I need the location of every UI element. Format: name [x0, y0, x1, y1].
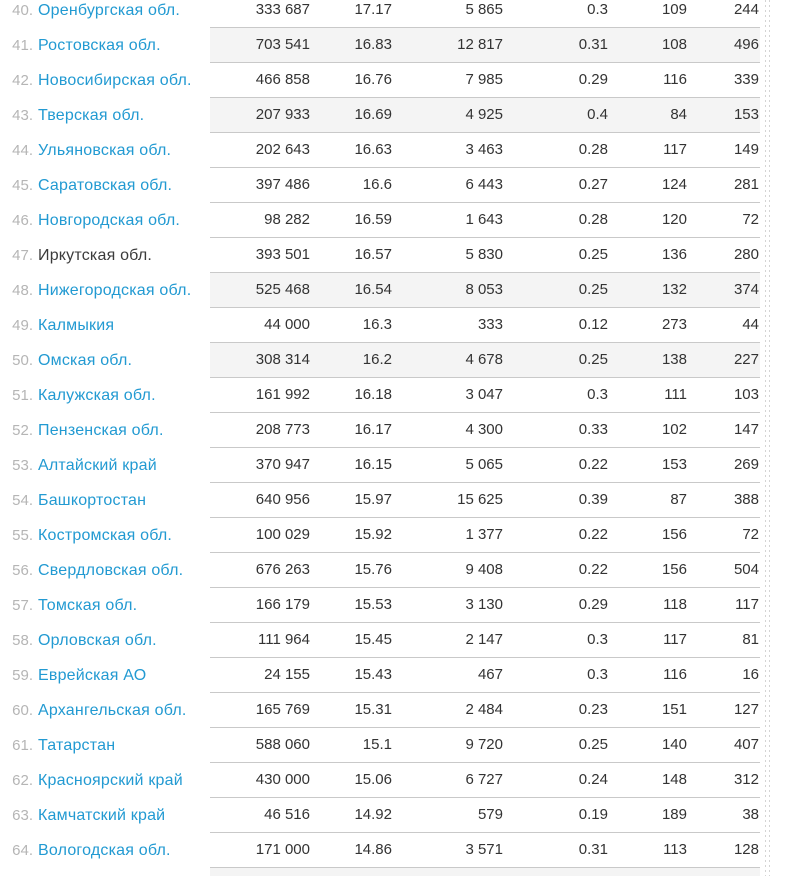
- cell-value: 496: [733, 36, 759, 53]
- cell-value: 0.4: [587, 106, 608, 123]
- cell-value: 0.22: [578, 561, 608, 578]
- table-row: [0, 658, 786, 693]
- cell-value: 120: [661, 211, 687, 228]
- region-link[interactable]: Калужская обл.: [38, 387, 156, 404]
- row-rank: 60.: [12, 702, 33, 719]
- region-link[interactable]: Татарстан: [38, 737, 116, 754]
- cell-value: 9 720: [465, 736, 503, 753]
- region-link[interactable]: Красноярский край: [38, 772, 183, 789]
- row-values: [210, 378, 760, 413]
- cell-value: 525 468: [255, 281, 310, 298]
- cell-value: 2 147: [465, 631, 503, 648]
- cell-value: 87: [670, 491, 687, 508]
- row-rank: 54.: [12, 492, 33, 509]
- cell-value: 374: [733, 281, 759, 298]
- cell-value: 132: [661, 281, 687, 298]
- cell-value: 3 571: [465, 841, 503, 858]
- table-row: [0, 168, 786, 203]
- cell-value: 116: [663, 666, 687, 683]
- table-row: [0, 518, 786, 553]
- cell-value: 208 773: [255, 421, 310, 438]
- cell-value: 117: [663, 631, 687, 648]
- row-values: [210, 343, 760, 378]
- cell-value: 3 130: [465, 596, 503, 613]
- cell-value: 333 687: [255, 1, 310, 18]
- cell-value: 388: [733, 491, 759, 508]
- cell-value: 140: [661, 736, 687, 753]
- row-values: [210, 273, 760, 308]
- cell-value: 16.54: [354, 281, 392, 298]
- cell-value: 113: [663, 841, 687, 858]
- cell-value: 151: [661, 701, 687, 718]
- cell-value: 15.53: [354, 596, 392, 613]
- cell-value: 189: [661, 806, 687, 823]
- cell-value: 3 463: [465, 141, 503, 158]
- row-rank: 64.: [12, 842, 33, 859]
- cell-value: 117: [735, 596, 759, 613]
- cell-value: 15 625: [457, 491, 503, 508]
- cell-value: 81: [742, 631, 759, 648]
- row-values: [210, 308, 760, 343]
- cell-value: 15.06: [354, 771, 392, 788]
- cell-value: 124: [661, 176, 687, 193]
- cell-value: 153: [661, 456, 687, 473]
- row-values: [210, 28, 760, 63]
- cell-value: 6 727: [465, 771, 503, 788]
- cell-value: 0.39: [578, 491, 608, 508]
- cell-value: 0.29: [578, 71, 608, 88]
- cell-value: 17.17: [354, 1, 392, 18]
- region-link[interactable]: Новосибирская обл.: [38, 72, 192, 89]
- cell-value: 165 769: [255, 701, 310, 718]
- cell-value: 72: [742, 211, 759, 228]
- cell-value: 7 985: [465, 71, 503, 88]
- cell-value: 16.83: [354, 36, 392, 53]
- cell-value: 100 029: [255, 526, 310, 543]
- cell-value: 102: [661, 421, 687, 438]
- cell-value: 0.29: [578, 596, 608, 613]
- row-rank: 40.: [12, 2, 33, 19]
- cell-value: 16: [742, 666, 759, 683]
- cell-value: 148: [661, 771, 687, 788]
- cell-value: 14.86: [354, 841, 392, 858]
- cell-value: 16.15: [354, 456, 392, 473]
- table-row: [0, 448, 786, 483]
- region-link[interactable]: Томская обл.: [38, 597, 138, 614]
- cell-value: 127: [733, 701, 759, 718]
- row-values: [210, 203, 760, 238]
- cell-value: 116: [663, 71, 687, 88]
- cell-value: 393 501: [255, 246, 310, 263]
- cell-value: 0.22: [578, 456, 608, 473]
- cell-value: 16.57: [354, 246, 392, 263]
- row-rank: 62.: [12, 772, 33, 789]
- cell-value: 156: [661, 526, 687, 543]
- region-link[interactable]: Алтайский край: [38, 457, 157, 474]
- row-rank: 61.: [12, 737, 33, 754]
- region-link[interactable]: Нижегородская обл.: [38, 282, 192, 299]
- cell-value: 0.25: [578, 281, 608, 298]
- region-link[interactable]: Тверская обл.: [38, 107, 145, 124]
- cell-value: 339: [733, 71, 759, 88]
- cell-value: 676 263: [255, 561, 310, 578]
- row-values: [210, 798, 760, 833]
- table-row: [0, 63, 786, 98]
- dotted-separator: [769, 0, 770, 876]
- table-row: [0, 203, 786, 238]
- cell-value: 16.17: [354, 421, 392, 438]
- row-rank: 47.: [12, 247, 33, 264]
- cell-value: 0.31: [578, 36, 608, 53]
- row-rank: 49.: [12, 317, 33, 334]
- cell-value: 136: [661, 246, 687, 263]
- cell-value: 281: [733, 176, 759, 193]
- cell-value: 579: [477, 806, 503, 823]
- cell-value: 269: [733, 456, 759, 473]
- cell-value: 117: [663, 141, 687, 158]
- cell-value: 16.69: [354, 106, 392, 123]
- cell-value: 15.1: [362, 736, 392, 753]
- row-values: [210, 133, 760, 168]
- region-link[interactable]: Иркутская обл.: [38, 247, 153, 264]
- cell-value: 16.18: [354, 386, 392, 403]
- region-link[interactable]: Калмыкия: [38, 317, 115, 334]
- cell-value: 14.92: [354, 806, 392, 823]
- row-values: [210, 98, 760, 133]
- cell-value: 6 443: [465, 176, 503, 193]
- cell-value: 84: [670, 106, 687, 123]
- cell-value: 640 956: [255, 491, 310, 508]
- region-link[interactable]: Камчатский край: [38, 807, 166, 824]
- cell-value: 588 060: [255, 736, 310, 753]
- cell-value: 5 065: [465, 456, 503, 473]
- cell-value: 312: [733, 771, 759, 788]
- row-rank: 55.: [12, 527, 33, 544]
- cell-value: 103: [733, 386, 759, 403]
- cell-value: 0.27: [578, 176, 608, 193]
- cell-value: 0.25: [578, 246, 608, 263]
- cell-value: 0.3: [587, 666, 608, 683]
- cell-value: 244: [733, 1, 759, 18]
- cell-value: 0.25: [578, 736, 608, 753]
- cell-value: 0.23: [578, 701, 608, 718]
- cell-value: 3 047: [465, 386, 503, 403]
- row-values: [210, 413, 760, 448]
- cell-value: 16.3: [362, 316, 392, 333]
- table-row: [0, 623, 786, 658]
- region-link[interactable]: Башкортостан: [38, 492, 147, 509]
- cell-value: 0.33: [578, 421, 608, 438]
- row-values: [210, 728, 760, 763]
- cell-value: 15.31: [354, 701, 392, 718]
- cell-value: 273: [661, 316, 687, 333]
- cell-value: 161 992: [255, 386, 310, 403]
- row-values: [210, 483, 760, 518]
- cell-value: 0.28: [578, 141, 608, 158]
- cell-value: 38: [742, 806, 759, 823]
- partial-next-row: [210, 868, 760, 876]
- row-values: [210, 763, 760, 798]
- cell-value: 430 000: [255, 771, 310, 788]
- cell-value: 202 643: [255, 141, 310, 158]
- cell-value: 118: [663, 596, 687, 613]
- cell-value: 24 155: [264, 666, 310, 683]
- table-row: [0, 238, 786, 273]
- region-link[interactable]: Оренбургская обл.: [38, 2, 180, 19]
- cell-value: 44 000: [264, 316, 310, 333]
- cell-value: 0.25: [578, 351, 608, 368]
- row-rank: 52.: [12, 422, 33, 439]
- cell-value: 0.22: [578, 526, 608, 543]
- row-rank: 58.: [12, 632, 33, 649]
- row-values: [210, 518, 760, 553]
- region-link[interactable]: Пензенская обл.: [38, 422, 164, 439]
- row-values: [210, 238, 760, 273]
- cell-value: 308 314: [255, 351, 310, 368]
- table-row: [0, 588, 786, 623]
- row-values: [210, 448, 760, 483]
- cell-value: 0.3: [587, 631, 608, 648]
- row-rank: 59.: [12, 667, 33, 684]
- cell-value: 166 179: [255, 596, 310, 613]
- cell-value: 5 865: [465, 1, 503, 18]
- row-rank: 63.: [12, 807, 33, 824]
- row-values: [210, 63, 760, 98]
- region-link[interactable]: Ростовская обл.: [38, 37, 161, 54]
- cell-value: 466 858: [255, 71, 310, 88]
- row-values: [210, 0, 760, 28]
- cell-value: 397 486: [255, 176, 310, 193]
- cell-value: 16.59: [354, 211, 392, 228]
- cell-value: 111 964: [258, 631, 310, 648]
- cell-value: 147: [733, 421, 759, 438]
- cell-value: 4 300: [465, 421, 503, 438]
- table-row: [0, 413, 786, 448]
- row-rank: 46.: [12, 212, 33, 229]
- cell-value: 5 830: [465, 246, 503, 263]
- cell-value: 15.43: [354, 666, 392, 683]
- cell-value: 98 282: [264, 211, 310, 228]
- region-link[interactable]: Омская обл.: [38, 352, 133, 369]
- cell-value: 16.63: [354, 141, 392, 158]
- row-values: [210, 553, 760, 588]
- region-link[interactable]: Вологодская обл.: [38, 842, 171, 859]
- cell-value: 138: [661, 351, 687, 368]
- cell-value: 46 516: [264, 806, 310, 823]
- cell-value: 407: [733, 736, 759, 753]
- cell-value: 111: [664, 386, 687, 403]
- cell-value: 72: [742, 526, 759, 543]
- cell-value: 0.3: [587, 1, 608, 18]
- table-row: [0, 483, 786, 518]
- row-rank: 57.: [12, 597, 33, 614]
- cell-value: 128: [733, 841, 759, 858]
- row-values: [210, 833, 760, 868]
- cell-value: 4 925: [465, 106, 503, 123]
- cell-value: 0.19: [578, 806, 608, 823]
- cell-value: 9 408: [465, 561, 503, 578]
- table-row: [0, 0, 786, 28]
- cell-value: 0.24: [578, 771, 608, 788]
- cell-value: 15.92: [354, 526, 392, 543]
- row-rank: 42.: [12, 72, 33, 89]
- row-values: [210, 623, 760, 658]
- dotted-separator: [765, 0, 766, 876]
- row-values: [210, 693, 760, 728]
- table-row: [0, 308, 786, 343]
- table-row: [0, 28, 786, 63]
- region-link[interactable]: Архангельская обл.: [38, 702, 187, 719]
- region-link[interactable]: Костромская обл.: [38, 527, 173, 544]
- cell-value: 8 053: [465, 281, 503, 298]
- cell-value: 207 933: [255, 106, 310, 123]
- row-rank: 51.: [12, 387, 33, 404]
- cell-value: 1 643: [465, 211, 503, 228]
- row-values: [210, 658, 760, 693]
- cell-value: 467: [477, 666, 503, 683]
- cell-value: 149: [733, 141, 759, 158]
- cell-value: 333: [477, 316, 503, 333]
- region-link[interactable]: Еврейская АО: [38, 667, 147, 684]
- cell-value: 12 817: [457, 36, 503, 53]
- row-rank: 41.: [12, 37, 33, 54]
- cell-value: 109: [661, 1, 687, 18]
- row-rank: 48.: [12, 282, 33, 299]
- cell-value: 703 541: [255, 36, 310, 53]
- cell-value: 16.2: [362, 351, 392, 368]
- region-link[interactable]: Новгородская обл.: [38, 212, 181, 229]
- cell-value: 15.76: [354, 561, 392, 578]
- table-row: [0, 98, 786, 133]
- row-rank: 45.: [12, 177, 33, 194]
- cell-value: 4 678: [465, 351, 503, 368]
- region-link[interactable]: Ульяновская обл.: [38, 142, 172, 159]
- region-link[interactable]: Орловская обл.: [38, 632, 157, 649]
- cell-value: 504: [733, 561, 759, 578]
- cell-value: 16.76: [354, 71, 392, 88]
- table-row: [0, 343, 786, 378]
- cell-value: 280: [733, 246, 759, 263]
- row-rank: 56.: [12, 562, 33, 579]
- table-row: [0, 763, 786, 798]
- table-row: [0, 273, 786, 308]
- cell-value: 370 947: [255, 456, 310, 473]
- table-row: [0, 728, 786, 763]
- cell-value: 2 484: [465, 701, 503, 718]
- cell-value: 44: [742, 316, 759, 333]
- cell-value: 156: [661, 561, 687, 578]
- cell-value: 16.6: [362, 176, 392, 193]
- table-row: [0, 553, 786, 588]
- table-row: [0, 133, 786, 168]
- cell-value: 15.97: [354, 491, 392, 508]
- cell-value: 15.45: [354, 631, 392, 648]
- cell-value: 1 377: [465, 526, 503, 543]
- cell-value: 153: [733, 106, 759, 123]
- region-link[interactable]: Саратовская обл.: [38, 177, 173, 194]
- cell-value: 227: [733, 351, 759, 368]
- row-rank: 50.: [12, 352, 33, 369]
- cell-value: 108: [661, 36, 687, 53]
- cell-value: 0.12: [578, 316, 608, 333]
- table-row: [0, 833, 786, 868]
- cell-value: 0.3: [587, 386, 608, 403]
- row-rank: 44.: [12, 142, 33, 159]
- region-link[interactable]: Свердловская обл.: [38, 562, 184, 579]
- row-values: [210, 588, 760, 623]
- table-row: [0, 378, 786, 413]
- cell-value: 0.31: [578, 841, 608, 858]
- cell-value: 0.28: [578, 211, 608, 228]
- row-rank: 43.: [12, 107, 33, 124]
- cell-value: 171 000: [255, 841, 310, 858]
- table-row: [0, 693, 786, 728]
- table-row: [0, 798, 786, 833]
- row-values: [210, 168, 760, 203]
- row-rank: 53.: [12, 457, 33, 474]
